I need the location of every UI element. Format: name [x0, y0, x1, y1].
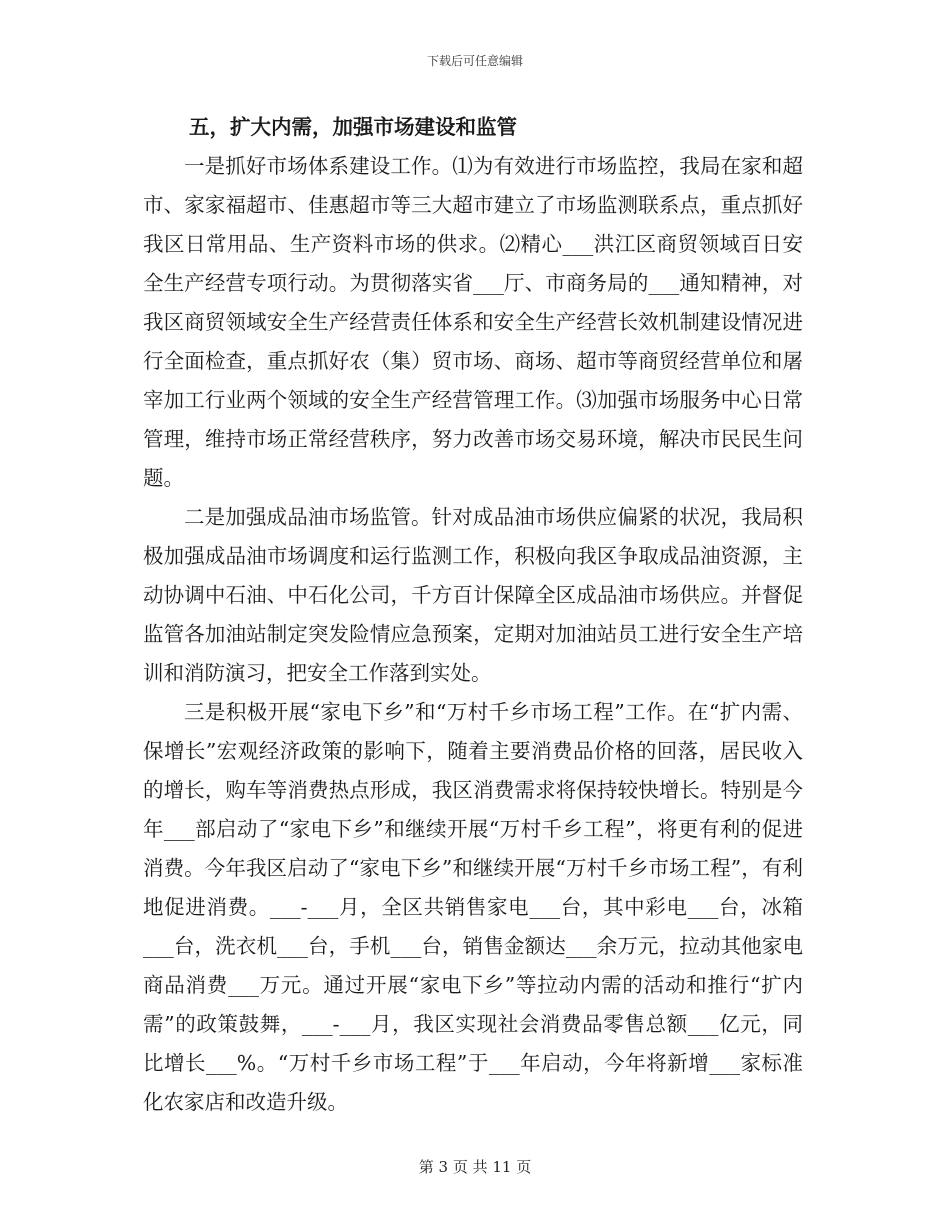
page-number: 第 3 页 共 11 页: [418, 1158, 532, 1176]
section-title: 五，扩大内需，加强市场建设和监管: [189, 115, 517, 139]
paragraph-3: 三是积极开展“家电下乡”和“万村千乡市场工程”工作。在“扩内需、保增长”宏观经济政策的影响下，随着主要消费品价格的回落，居民收入的增长，购车等消费热点形成，我区消费需求将保持较快增长。特别是今年___部启动了“家电下乡”和继续开展“万村千乡工程”，将更有利的促进消费。今年我区启动了“家电下乡”和继续开展“万村千乡市场工程”，有利地促进消费。___-___月，全区共销售家电___台，其中彩电___台，冰箱___台，洗衣机___台，手机___台，销售金额达___余万元，拉动其他家电商品消费___万元。通过开展“家电下乡”等拉动内需的活动和推行“扩内需”的政策鼓舞，___-___月，我区实现社会消费品零售总额___亿元，同比增长___%。“万村千乡市场工程”于___年启动，今年将新增___家标准化农家店和改造升级。: [143, 700, 803, 1114]
document-body: [143, 108, 803, 1122]
page-header-note: 下载后可任意编辑: [426, 54, 523, 68]
paragraph-1: 一是抓好市场体系建设工作。⑴为有效进行市场监控，我局在家和超市、家家福超市、佳惠超市等三大超市建立了市场监测联系点，重点抓好我区日常用品、生产资料市场的供求。⑵精心___洪江区商贸领域百日安全生产经营专项行动。为贯彻落实省___厅、市商务局的___通知精神，对我区商贸领域安全生产经营责任体系和安全生产经营长效机制建设情况进行全面检查，重点抓好农（集）贸市场、商场、超市等商贸经营单位和屠宰加工行业两个领域的安全生产经营管理工作。⑶加强市场服务中心日常管理，维持市场正常经营秩序，努力改善市场交易环境，解决市民民生问题。: [143, 154, 803, 490]
paragraph-2: 二是加强成品油市场监管。针对成品油市场供应偏紧的状况，我局积极加强成品油市场调度和运行监测工作，积极向我区争取成品油资源，主动协调中石油、中石化公司，千方百计保障全区成品油市场供应。并督促监管各加油站制定突发险情应急预案，定期对加油站员工进行安全生产培训和消防演习，把安全工作落到实处。: [143, 505, 803, 685]
